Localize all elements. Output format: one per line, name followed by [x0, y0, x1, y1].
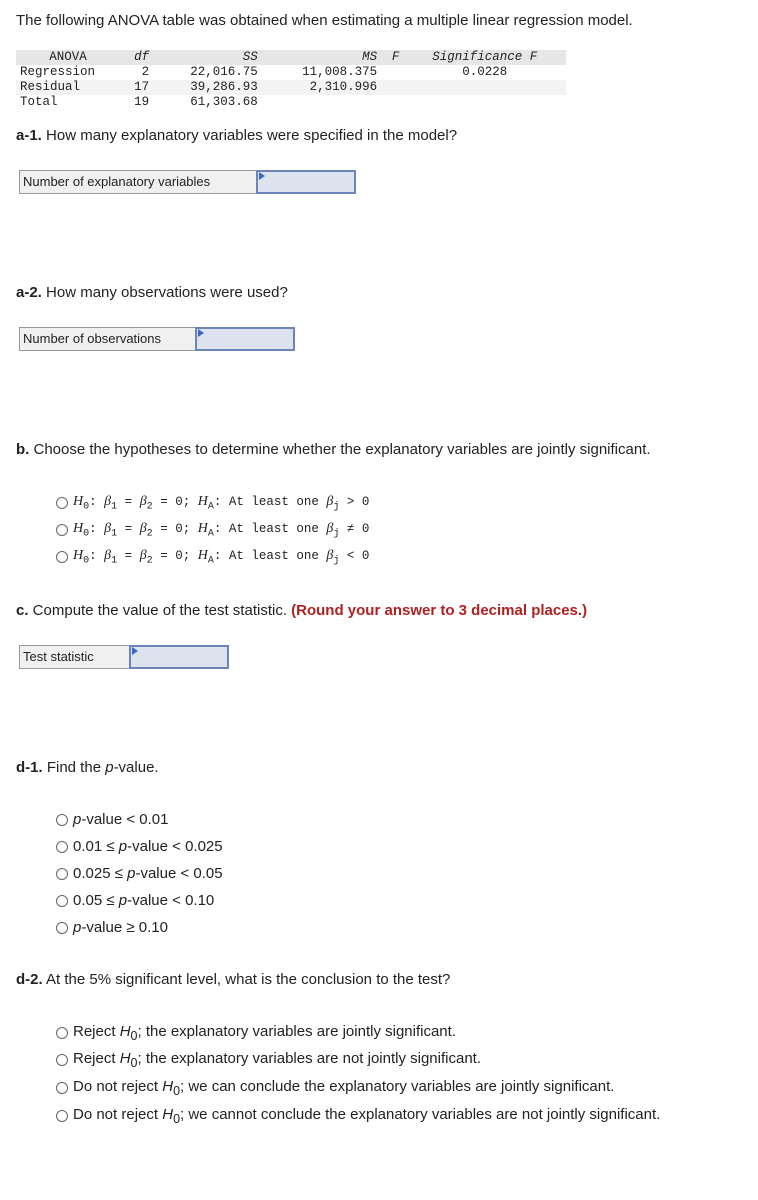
beta-symbol: β [139, 494, 147, 509]
anova-cell: 19 [134, 95, 150, 109]
question-text: How many explanatory variables were specified in the model? [41, 127, 458, 144]
h0-symbol: H [73, 521, 84, 536]
conclusion-option-2[interactable] [56, 1050, 481, 1070]
anova-cell [381, 65, 403, 80]
eq: = 0; [152, 495, 198, 509]
conclusion-option-4[interactable] [56, 1106, 660, 1126]
colon: : [89, 549, 97, 563]
anova-cell [262, 95, 381, 110]
radio-button[interactable] [56, 922, 68, 934]
pvalue-option-3[interactable] [56, 865, 223, 882]
question-text: Compute the value of the test statistic. [28, 602, 292, 619]
anova-cell: 11,008.375 [302, 65, 378, 79]
sub: 0 [83, 501, 90, 513]
eq: = [117, 495, 140, 509]
question-text: Find the [42, 759, 106, 776]
question-c [16, 602, 587, 619]
anova-cell: 0.0228 [462, 65, 508, 79]
radio-button[interactable] [56, 524, 68, 536]
post: ; the explanatory variables are not jointly significant. [137, 1050, 482, 1067]
anova-header-f: F [381, 50, 403, 65]
anova-cell: Regression [20, 65, 96, 79]
h0-symbol: H [119, 1050, 131, 1067]
question-prefix: c. [16, 602, 29, 619]
sub: 0 [173, 1084, 181, 1098]
radio-button[interactable] [56, 1027, 68, 1039]
conclusion-option-1[interactable] [56, 1023, 456, 1043]
post: ; we can conclude the explanatory variables are jointly significant. [180, 1078, 615, 1095]
radio-button[interactable] [56, 1054, 68, 1066]
anova-cell: 22,016.75 [190, 65, 258, 79]
pre: Reject [73, 1050, 120, 1067]
anova-cell: Residual [16, 80, 120, 95]
pvalue-word: -value [81, 919, 123, 936]
h0-symbol: H [162, 1078, 174, 1095]
beta-symbol: β [104, 521, 112, 536]
question-text: At the 5% significant level, what is the conclusion to the test? [42, 971, 451, 988]
pre: 0.05 ≤ [73, 892, 119, 909]
option-text [73, 811, 169, 828]
at-least: : At least one [213, 549, 327, 563]
pvalue-word: -value [127, 838, 168, 855]
sub: A [207, 501, 214, 513]
question-prefix: d-1. [16, 759, 43, 776]
question-prefix: d-2. [16, 971, 43, 988]
radio-button[interactable] [56, 551, 68, 563]
answer-label: Number of observations [19, 327, 196, 351]
question-prefix: a-2. [16, 284, 42, 301]
pre: Do not reject [73, 1078, 163, 1095]
option-text [73, 892, 214, 909]
radio-button[interactable] [56, 841, 68, 853]
hypothesis-tail: ≠ 0 [339, 522, 370, 536]
test-statistic-input[interactable] [129, 645, 229, 669]
hypothesis-text [73, 521, 369, 540]
hypothesis-tail: < 0 [339, 549, 370, 563]
eq: = [117, 522, 140, 536]
p-italic: p [127, 865, 136, 882]
anova-cell: 2,310.996 [262, 80, 381, 95]
radio-button[interactable] [56, 1110, 68, 1122]
radio-button[interactable] [56, 1082, 68, 1094]
question-d1 [16, 759, 159, 776]
anova-header-row [16, 50, 566, 65]
ha-symbol: H [197, 548, 208, 563]
option-text [73, 1106, 660, 1126]
post: < 0.10 [167, 892, 215, 909]
option-text [73, 838, 223, 855]
sub: j [333, 555, 340, 567]
sub: 0 [83, 555, 90, 567]
anova-header-ss: SS [153, 50, 262, 65]
option-text [73, 1050, 481, 1070]
sub: 2 [146, 555, 153, 567]
conclusion-option-3[interactable] [56, 1078, 614, 1098]
anova-row-residual [16, 80, 566, 95]
sub: 1 [111, 555, 118, 567]
anova-header-source: ANOVA [16, 50, 120, 65]
pvalue-option-5[interactable] [56, 919, 168, 936]
anova-cell: 39,286.93 [153, 80, 262, 95]
anova-cell [403, 95, 566, 110]
pvalue-word: -value [81, 811, 123, 828]
post: ≥ 0.10 [122, 919, 168, 936]
anova-cell [403, 80, 566, 95]
h0-symbol: H [73, 548, 84, 563]
pre: Reject [73, 1023, 120, 1040]
ha-symbol: H [197, 494, 208, 509]
anova-cell: Total [20, 95, 58, 109]
question-a1 [16, 127, 457, 144]
question-prefix: b. [16, 441, 30, 458]
question-text: How many observations were used? [41, 284, 288, 301]
option-text [73, 919, 168, 936]
p-italic: p [105, 759, 114, 776]
sub: 1 [111, 528, 118, 540]
beta-symbol: β [326, 521, 334, 536]
anova-cell [381, 95, 403, 110]
p-italic: p [118, 838, 128, 855]
pvalue-word: -value [135, 865, 177, 882]
option-text [73, 1023, 456, 1043]
pvalue-option-1[interactable] [56, 811, 169, 828]
hypothesis-option-1[interactable] [56, 494, 369, 513]
hypothesis-option-3[interactable] [56, 548, 369, 567]
flag-icon [259, 172, 265, 180]
hypothesis-option-2[interactable] [56, 521, 369, 540]
post: ; the explanatory variables are jointly significant. [137, 1023, 456, 1040]
post: ; we cannot conclude the explanatory variables are not jointly significant. [180, 1106, 661, 1123]
radio-button[interactable] [56, 497, 68, 509]
question-text: Choose the hypotheses to determine whether the explanatory variables are jointly significant. [29, 441, 651, 458]
observations-input[interactable] [195, 327, 295, 351]
sub: 2 [146, 501, 153, 513]
option-text [73, 1078, 614, 1098]
sub: A [207, 528, 214, 540]
beta-symbol: β [326, 548, 334, 563]
answer-label: Number of explanatory variables [19, 170, 257, 194]
question-a2 [16, 284, 288, 301]
pvalue-option-4[interactable] [56, 892, 214, 909]
sub: 1 [111, 501, 118, 513]
anova-cell: 2 [141, 65, 150, 79]
beta-symbol: β [139, 548, 147, 563]
colon: : [89, 495, 97, 509]
radio-button[interactable] [56, 814, 68, 826]
answer-row-c [19, 645, 229, 669]
sub: 0 [130, 1056, 138, 1070]
question-d2 [16, 971, 450, 988]
question-prefix: a-1. [16, 127, 42, 144]
anova-row-regression [16, 65, 566, 80]
anova-header-df: df [120, 50, 153, 65]
answer-row-a1 [19, 170, 356, 194]
anova-header-ms: MS [262, 50, 381, 65]
h0-symbol: H [162, 1106, 174, 1123]
p-italic: p [73, 811, 82, 828]
flag-icon [132, 647, 138, 655]
anova-table [16, 50, 566, 110]
colon: : [89, 522, 97, 536]
sub: j [333, 528, 340, 540]
explanatory-variables-input[interactable] [256, 170, 356, 194]
beta-symbol: β [326, 494, 334, 509]
post: < 0.01 [122, 811, 169, 828]
flag-icon [198, 329, 204, 337]
post: < 0.025 [167, 838, 223, 855]
pre: 0.025 ≤ [73, 865, 128, 882]
sub: 0 [83, 528, 90, 540]
eq: = 0; [152, 522, 198, 536]
question-text: -value. [113, 759, 159, 776]
question-b [16, 441, 651, 458]
beta-symbol: β [104, 548, 112, 563]
anova-cell: 17 [120, 80, 153, 95]
radio-button[interactable] [56, 868, 68, 880]
hypothesis-tail: > 0 [339, 495, 370, 509]
sub: A [207, 555, 214, 567]
ha-symbol: H [197, 521, 208, 536]
pvalue-option-2[interactable] [56, 838, 223, 855]
sub: 0 [173, 1112, 181, 1126]
eq: = [117, 549, 140, 563]
beta-symbol: β [139, 521, 147, 536]
anova-row-total [16, 95, 566, 110]
anova-cell: 61,303.68 [190, 95, 258, 109]
answer-row-a2 [19, 327, 295, 351]
pre: Do not reject [73, 1106, 163, 1123]
pvalue-word: -value [127, 892, 168, 909]
anova-cell [381, 80, 403, 95]
anova-header-sig: Significance F [403, 50, 566, 65]
pre: 0.01 ≤ [73, 838, 119, 855]
h0-symbol: H [119, 1023, 131, 1040]
h0-symbol: H [73, 494, 84, 509]
intro-text: The following ANOVA table was obtained when estimating a multiple linear regression model. [16, 12, 633, 29]
sub: 0 [130, 1029, 138, 1043]
sub: 2 [146, 528, 153, 540]
beta-symbol: β [104, 494, 112, 509]
radio-button[interactable] [56, 895, 68, 907]
post: < 0.05 [176, 865, 223, 882]
p-italic: p [73, 919, 82, 936]
answer-label: Test statistic [19, 645, 130, 669]
p-italic: p [118, 892, 128, 909]
sub: j [333, 501, 340, 513]
at-least: : At least one [213, 495, 327, 509]
rounding-note: (Round your answer to 3 decimal places.) [291, 602, 588, 619]
option-text [73, 865, 223, 882]
at-least: : At least one [213, 522, 327, 536]
hypothesis-text [73, 548, 369, 567]
eq: = 0; [152, 549, 198, 563]
hypothesis-text [73, 494, 369, 513]
